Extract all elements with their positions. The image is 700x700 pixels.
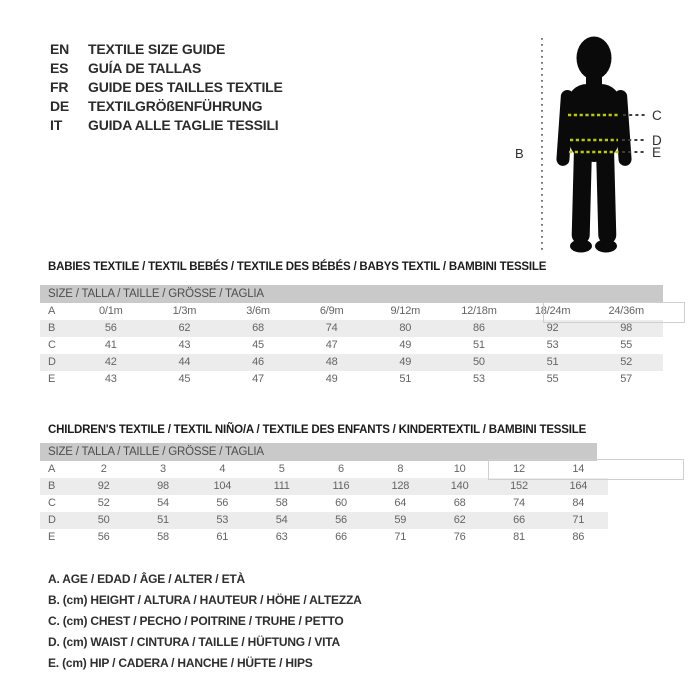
table-cell: 46 (252, 356, 264, 368)
children-section-title: CHILDREN'S TEXTILE / TEXTIL NIÑO/A / TEXTILE DES ENFANTS / KINDERTEXTIL / BAMBINI TESSILE (48, 424, 587, 436)
highlight-box-children (488, 459, 684, 480)
babies-section-title: BABIES TEXTILE / TEXTIL BEBÉS / TEXTILE DES BÉBÉS / BABYS TEXTIL / BAMBINI TESSILE (48, 261, 547, 273)
row-label: E (48, 373, 56, 385)
table-cell: 44 (178, 356, 191, 368)
table-cell: 98 (620, 322, 633, 334)
table-cell: 1/3m (172, 305, 197, 317)
table-cell: 56 (97, 531, 110, 543)
table-cell: 24/36m (608, 305, 644, 317)
table-cell: 10 (453, 463, 466, 475)
table-cell: 56 (335, 514, 347, 526)
table-cell: 14 (572, 463, 585, 475)
table-cell: 52 (97, 497, 110, 509)
measurement-figure (505, 28, 683, 260)
table-cell: 57 (620, 373, 633, 385)
table-cell: 98 (157, 480, 169, 492)
table-cell: 104 (213, 480, 232, 492)
size-header-text: SIZE / TALLA / TAILLE / GRÖSSE / TAGLIA (48, 446, 264, 458)
table-cell: 81 (513, 531, 525, 543)
table-cell: 53 (216, 514, 229, 526)
table-cell: 43 (178, 339, 191, 351)
table-cell: 18/24m (534, 305, 571, 317)
row-label: B (48, 322, 56, 334)
row-label: D (48, 356, 56, 368)
table-cell: 58 (275, 497, 288, 509)
toddler-silhouette-icon (556, 37, 632, 253)
table-cell: 49 (325, 373, 338, 385)
table-row (40, 337, 663, 354)
table-row (40, 529, 608, 546)
table-cell: 74 (513, 497, 525, 509)
table-cell: 3 (160, 463, 166, 475)
language-title: GUÍA DE TALLAS (88, 60, 202, 76)
highlight-box-babies (543, 302, 685, 323)
table-cell: 6/9m (319, 305, 344, 317)
table-cell: 164 (569, 480, 588, 492)
table-cell: 4 (219, 463, 226, 475)
table-cell: 42 (104, 356, 117, 368)
row-label: A (48, 463, 56, 475)
language-row (50, 78, 283, 97)
table-cell: 111 (273, 480, 290, 492)
row-label: C (48, 339, 56, 351)
table-cell: 41 (104, 339, 117, 351)
size-header-text: SIZE / TALLA / TAILLE / GRÖSSE / TAGLIA (48, 288, 264, 300)
table-cell: 152 (510, 480, 528, 492)
table-cell: 140 (450, 480, 469, 492)
hip-label: E (652, 145, 661, 160)
table-cell: 58 (157, 531, 169, 543)
table-cell: 45 (252, 339, 264, 351)
table-cell: 56 (104, 322, 117, 334)
table-cell: 86 (473, 322, 485, 334)
table-cell: 54 (275, 514, 288, 526)
table-cell: 53 (546, 339, 559, 351)
language-title: TEXTILGRÖßENFÜHRUNG (88, 98, 263, 114)
table-cell: 74 (325, 322, 338, 334)
table-row (40, 512, 608, 529)
table-row (40, 478, 608, 495)
height-label: B (515, 146, 524, 161)
table-cell: 66 (335, 531, 347, 543)
table-row (40, 495, 608, 512)
table-cell: 3/6m (246, 305, 270, 317)
table-cell: 0/1m (98, 305, 123, 317)
size-header-bar (40, 285, 663, 303)
language-row (50, 116, 283, 135)
table-cell: 55 (620, 339, 633, 351)
table-cell: 76 (453, 531, 466, 543)
table-cell: 51 (473, 339, 485, 351)
table-cell: 63 (275, 531, 288, 543)
babies-size-table (40, 285, 663, 388)
table-cell: 51 (399, 373, 412, 385)
table-cell: 92 (546, 322, 559, 334)
table-row (40, 371, 663, 388)
language-code: EN (50, 41, 70, 57)
table-cell: 9/12m (390, 305, 421, 317)
table-cell: 49 (399, 339, 412, 351)
table-cell: 2 (100, 463, 107, 475)
row-label: B (48, 480, 56, 492)
row-label: E (48, 531, 56, 543)
legend-item-hip: E. (cm) HIP / CADERA / HANCHE / HÜFTE / HIPS (48, 656, 313, 670)
table-cell: 68 (453, 497, 466, 509)
table-cell: 5 (278, 463, 285, 475)
table-cell: 71 (572, 514, 585, 526)
waist-label: D (652, 133, 662, 148)
legend-item-age: A. AGE / EDAD / ÂGE / ALTER / ETÀ (48, 572, 245, 586)
table-row (40, 354, 663, 371)
chest-label: C (652, 108, 662, 123)
table-cell: 80 (399, 322, 412, 334)
language-code: IT (50, 117, 63, 133)
language-title: GUIDA ALLE TAGLIE TESSILI (88, 117, 279, 133)
table-cell: 8 (397, 463, 404, 475)
language-row (50, 40, 283, 59)
table-cell: 56 (216, 497, 229, 509)
table-cell: 51 (157, 514, 169, 526)
table-cell: 50 (473, 356, 485, 368)
row-label: A (48, 305, 56, 317)
table-cell: 6 (338, 463, 344, 475)
row-label: C (48, 497, 56, 509)
language-code: ES (50, 60, 69, 76)
table-cell: 128 (391, 480, 410, 492)
legend-item-waist: D. (cm) WAIST / CINTURA / TAILLE / HÜFTUNG / VITA (48, 635, 340, 649)
legend-item-chest: C. (cm) CHEST / PECHO / POITRINE / TRUHE / PETTO (48, 614, 344, 628)
table-cell: 68 (252, 322, 264, 334)
table-cell: 59 (394, 514, 407, 526)
table-cell: 50 (97, 514, 110, 526)
table-cell: 64 (394, 497, 407, 509)
table-cell: 92 (97, 480, 110, 492)
table-cell: 54 (157, 497, 169, 509)
row-label: D (48, 514, 56, 526)
language-row (50, 59, 283, 78)
table-cell: 43 (104, 373, 117, 385)
table-cell: 47 (252, 373, 264, 385)
table-cell: 66 (513, 514, 525, 526)
table-cell: 12/18m (461, 305, 497, 317)
table-cell: 61 (216, 531, 229, 543)
table-cell: 52 (620, 356, 633, 368)
language-title: TEXTILE SIZE GUIDE (88, 41, 226, 57)
language-header (50, 40, 283, 135)
table-cell: 47 (325, 339, 338, 351)
table-cell: 71 (394, 531, 407, 543)
language-row (50, 97, 283, 116)
table-cell: 48 (325, 356, 338, 368)
table-cell: 60 (335, 497, 347, 509)
table-cell: 51 (546, 356, 559, 368)
table-cell: 45 (178, 373, 191, 385)
table-cell: 53 (473, 373, 485, 385)
table-cell: 116 (332, 480, 350, 492)
table-cell: 49 (399, 356, 412, 368)
table-cell: 62 (453, 514, 466, 526)
table-cell: 84 (572, 497, 585, 509)
table-cell: 86 (572, 531, 585, 543)
language-code: FR (50, 79, 69, 95)
language-title: GUIDE DES TAILLES TEXTILE (88, 79, 283, 95)
measurement-legend (48, 569, 362, 674)
table-cell: 12 (513, 463, 525, 475)
table-cell: 62 (178, 322, 191, 334)
table-cell: 55 (546, 373, 559, 385)
legend-item-height: B. (cm) HEIGHT / ALTURA / HAUTEUR / HÖHE / ALTEZZA (48, 593, 362, 607)
language-code: DE (50, 98, 70, 114)
